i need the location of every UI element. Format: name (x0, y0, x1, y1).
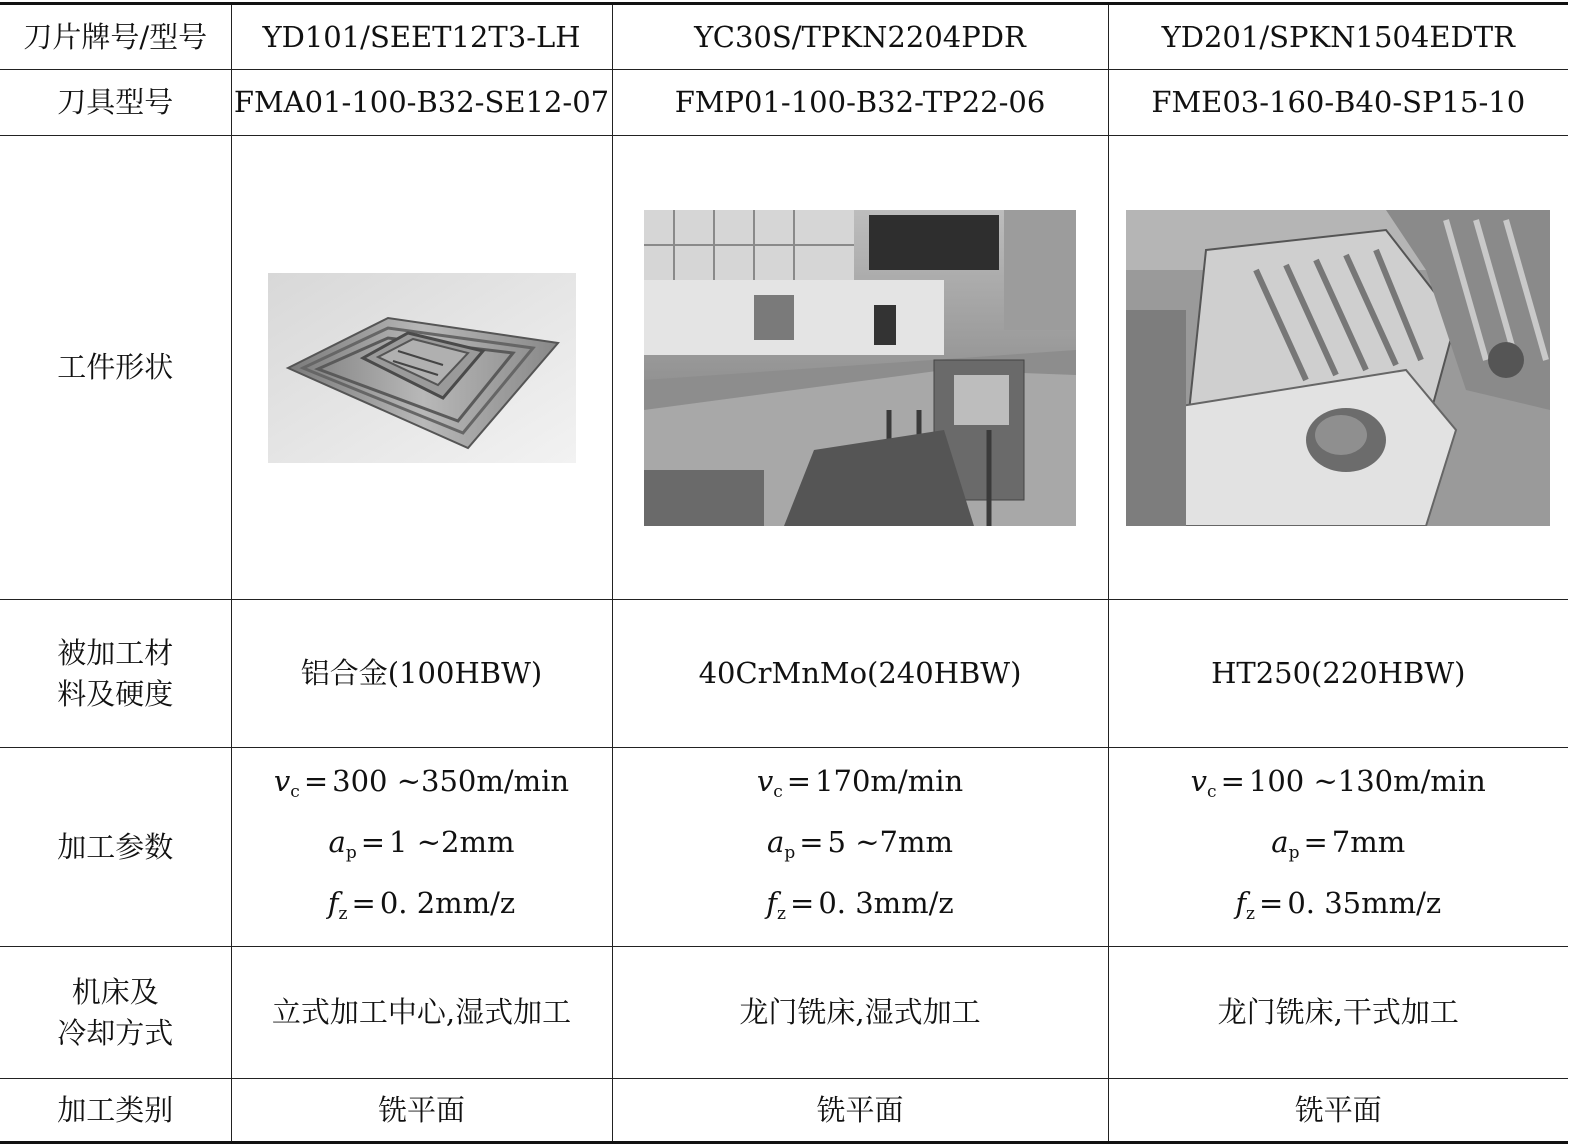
row-label: 被加工材 料及硬度 (0, 600, 231, 748)
cell-cooling-1: 立式加工中心,湿式加工 (231, 947, 612, 1079)
row-type (0, 1079, 1568, 1143)
cell-insert-3: YD201/SPKN1504EDTR (1108, 4, 1568, 70)
cell-shape-1 (231, 136, 612, 600)
cell-type-3: 铣平面 (1108, 1079, 1568, 1143)
cell-tool-3: FME03-160-B40-SP15-10 (1108, 70, 1568, 136)
cell-params-1 (231, 748, 612, 947)
row-label: 加工类别 (0, 1079, 231, 1143)
cell-material-1: 铝合金(100HBW) (231, 600, 612, 748)
cutting-speed: $v_c = 170m/\min$ (756, 763, 964, 802)
row-tool (0, 70, 1568, 136)
cell-material-2: 40CrMnMo(240HBW) (612, 600, 1108, 748)
feed-per-tooth: $f_z = 0$. 2mm/z (327, 885, 516, 924)
cell-shape-2 (612, 136, 1108, 600)
cutting-depth: $a_p = 1$ ~2mm (328, 824, 515, 863)
feed-per-tooth: $f_z = 0$. 35mm/z (1235, 885, 1442, 924)
row-insert (0, 4, 1568, 70)
cell-cooling-2: 龙门铣床,湿式加工 (612, 947, 1108, 1079)
workpiece-plate-image (268, 273, 576, 463)
cutting-speed: $v_c = 300$ ~350m/min (273, 763, 570, 802)
row-label: 刀片牌号/型号 (0, 4, 231, 70)
cell-cooling-3: 龙门铣床,干式加工 (1108, 947, 1568, 1079)
cell-params-2 (612, 748, 1108, 947)
row-label: 工件形状 (0, 136, 231, 600)
cell-tool-2: FMP01-100-B32-TP22-06 (612, 70, 1108, 136)
cell-type-1: 铣平面 (231, 1079, 612, 1143)
cell-tool-1: FMA01-100-B32-SE12-07 (231, 70, 612, 136)
row-cooling (0, 947, 1568, 1079)
row-label: 机床及 冷却方式 (0, 947, 231, 1079)
workshop-machining-image (644, 210, 1076, 526)
cutting-depth: $a_p = 7mm$ (1271, 824, 1406, 863)
row-params (0, 748, 1568, 947)
row-label: 加工参数 (0, 748, 231, 947)
cell-type-2: 铣平面 (612, 1079, 1108, 1143)
row-label: 刀具型号 (0, 70, 231, 136)
cell-material-3: HT250(220HBW) (1108, 600, 1568, 748)
cell-params-3 (1108, 748, 1568, 947)
cutting-spec-table (0, 2, 1568, 1144)
cast-iron-part-image (1126, 210, 1550, 526)
cell-shape-3 (1108, 136, 1568, 600)
row-shape (0, 136, 1568, 600)
feed-per-tooth: $f_z = 0$. 3mm/z (766, 885, 954, 924)
cell-insert-2: YC30S/TPKN2204PDR (612, 4, 1108, 70)
cutting-depth: $a_p = 5$ ~7mm (767, 824, 953, 863)
cutting-speed: $v_c = 100$ ~130m/min (1190, 763, 1486, 802)
cell-insert-1: YD101/SEET12T3-LH (231, 4, 612, 70)
row-material (0, 600, 1568, 748)
